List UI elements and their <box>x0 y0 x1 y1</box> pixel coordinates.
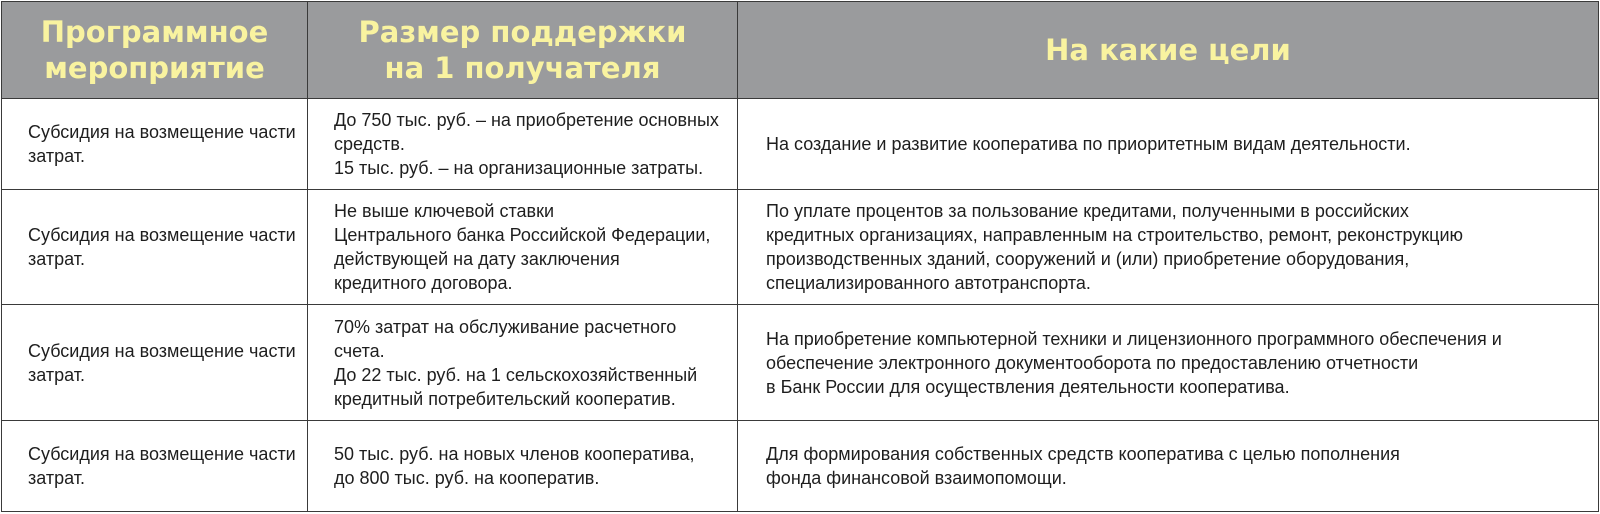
program-cell: Субсидия на возмещение части затрат. <box>2 189 308 304</box>
table-row <box>2 421 1599 512</box>
table-row <box>2 99 1599 190</box>
purpose-cell: Для формирования собственных средств кооператива с целью пополнения фонда финансовой взаимопомощи. <box>738 421 1599 512</box>
program-cell: Субсидия на возмещение части затрат. <box>2 304 308 420</box>
program-cell: Субсидия на возмещение части затрат. <box>2 421 308 512</box>
header-row <box>2 2 1599 99</box>
amount-cell: Не выше ключевой ставки Центрального банка Российской Федерации, действующей на дату заключения кредитного договора. <box>308 189 738 304</box>
support-table <box>1 1 1599 512</box>
table-row <box>2 189 1599 304</box>
header-program: Программное мероприятие <box>2 2 308 99</box>
amount-cell: До 750 тыс. руб. – на приобретение основных средств. 15 тыс. руб. – на организационные затраты. <box>308 99 738 190</box>
table-row <box>2 304 1599 420</box>
purpose-cell: На приобретение компьютерной техники и лицензионного программного обеспечения и обеспечение электронного документооборота по предоставлению отчетности в Банк России для осуществления деятельности кооператива. <box>738 304 1599 420</box>
header-purpose: На какие цели <box>738 2 1599 99</box>
program-cell: Субсидия на возмещение части затрат. <box>2 99 308 190</box>
amount-cell: 70% затрат на обслуживание расчетного счета. До 22 тыс. руб. на 1 сельскохозяйственный кредитный потребительский кооператив. <box>308 304 738 420</box>
purpose-cell: По уплате процентов за пользование кредитами, полученными в российских кредитных организациях, направленным на строительство, ремонт, реконструкцию производственных зданий, сооружений и (или) приобретение оборудования, специализированного автотранспорта. <box>738 189 1599 304</box>
amount-cell: 50 тыс. руб. на новых членов кооператива, до 800 тыс. руб. на кооператив. <box>308 421 738 512</box>
header-amount: Размер поддержки на 1 получателя <box>308 2 738 99</box>
purpose-cell: На создание и развитие кооператива по приоритетным видам деятельности. <box>738 99 1599 190</box>
